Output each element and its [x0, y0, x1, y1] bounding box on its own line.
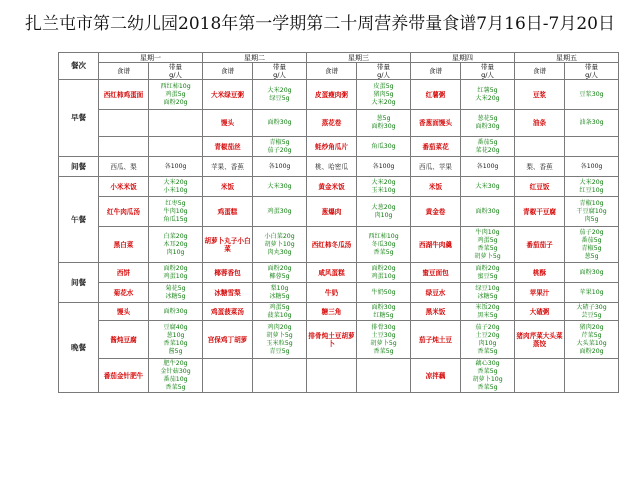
ingredient-amount: 鸡蛋5g: [477, 236, 498, 244]
dish-cell: 黄金米饭: [307, 177, 357, 197]
amount-column-header: [253, 63, 307, 80]
amount-cell: [149, 283, 203, 303]
ingredient-amount: 胡萝卜10g: [264, 240, 295, 248]
ingredient-amount: 苹果10g: [579, 288, 604, 296]
amount-cell: [149, 263, 203, 283]
ingredient-amount: 金针菇30g: [160, 367, 191, 375]
amount-cell: [565, 110, 619, 137]
amount-cell: [461, 227, 515, 263]
ingredient-amount: 冬瓜30g: [371, 240, 396, 248]
dish-cell: 黑白菜: [99, 227, 149, 263]
dish-column-header: 食谱: [307, 63, 357, 80]
ingredient-amount: 大米20g: [371, 98, 396, 106]
dish-cell: 红薯粥: [411, 80, 461, 110]
dish-column-header: 食谱: [203, 63, 253, 80]
dish-cell: 皮蛋瘦肉粥: [307, 80, 357, 110]
ingredient-amount: 茄子20g: [475, 323, 500, 331]
dish-cell: 蜜豆面包: [411, 263, 461, 283]
amount-cell: [253, 227, 307, 263]
amount-cell: [357, 80, 411, 110]
dish-cell: 桃酥: [515, 263, 565, 283]
meal-label: 间餐: [59, 157, 99, 177]
amount-cell: [253, 157, 307, 177]
dish-cell: 大碴粥: [515, 303, 565, 321]
dish-cell: 馒头: [203, 110, 253, 137]
amount-cell: [253, 303, 307, 321]
menu-row: [59, 177, 619, 197]
ingredient-amount: 香菜5g: [165, 383, 186, 391]
amount-cell: [461, 359, 515, 393]
amount-cell: [357, 157, 411, 177]
ingredient-amount: 小米10g: [163, 186, 188, 194]
day-header-row: [59, 53, 619, 63]
meal-column-header: 餐次: [59, 53, 99, 80]
dish-cell: 红牛肉瓜汤: [99, 197, 149, 227]
ingredient-amount: 酱5g: [168, 347, 183, 355]
dish-cell: 咸风蛋糕: [307, 263, 357, 283]
dish-cell: 椰蓉香包: [203, 263, 253, 283]
ingredient-amount: 面粉20g: [163, 98, 188, 106]
ingredient-amount: 鸡蛋10g: [371, 272, 396, 280]
ingredient-amount: 红豆10g: [579, 186, 604, 194]
amount-column-header: [357, 63, 411, 80]
dish-cell: 红豆饭: [515, 177, 565, 197]
unit-label: g/人: [377, 71, 390, 79]
ingredient-amount: 肥牛20g: [163, 359, 188, 367]
amount-cell: [565, 177, 619, 197]
dish-cell: 凉拌藕: [411, 359, 461, 393]
menu-row: [59, 80, 619, 110]
ingredient-amount: 黑米5g: [477, 311, 498, 319]
ingredient-amount: 大米20g: [579, 178, 604, 186]
day-header: 星期五: [515, 53, 619, 63]
amount-cell: [357, 303, 411, 321]
ingredient-amount: 菠菜10g: [267, 311, 292, 319]
amount-cell: [149, 110, 203, 137]
ingredient-amount: 芹菜5g: [581, 331, 602, 339]
amount-cell: [357, 177, 411, 197]
ingredient-amount: 面粉30g: [371, 123, 396, 130]
unit-label: g/人: [169, 71, 182, 79]
menu-row: [59, 359, 619, 393]
menu-row: [59, 157, 619, 177]
ingredient-amount: 红枣5g: [165, 199, 186, 207]
ingredient-amount: 葱5g: [584, 252, 599, 260]
ingredient-amount: 青椒10g: [579, 199, 604, 207]
dish-cell: [515, 137, 565, 157]
menu-row: [59, 283, 619, 303]
amount-cell: [149, 359, 203, 393]
ingredient-amount: 白菜20g: [163, 232, 188, 240]
ingredient-amount: 面粉20g: [163, 264, 188, 272]
amount-label: 带量: [273, 63, 286, 71]
amount-cell: [565, 283, 619, 303]
dish-cell: 青椒干豆腐: [515, 197, 565, 227]
amount-cell: [565, 227, 619, 263]
amount-cell: [565, 263, 619, 283]
ingredient-amount: 大米20g: [163, 178, 188, 186]
ingredient-amount: 芸豆5g: [581, 311, 602, 319]
dish-cell: 番茄金针肥牛: [99, 359, 149, 393]
day-header: 星期四: [411, 53, 515, 63]
dish-column-header: 食谱: [99, 63, 149, 80]
dish-cell: 馒头: [99, 303, 149, 321]
dish-cell: 黄金卷: [411, 197, 461, 227]
amount-cell: [253, 263, 307, 283]
ingredient-amount: 葱10g: [166, 331, 185, 339]
dish-cell: 黑米饭: [411, 303, 461, 321]
ingredient-amount: 冰糖5g: [477, 292, 498, 300]
ingredient-amount: 香菜5g: [477, 244, 498, 252]
day-header: 星期三: [307, 53, 411, 63]
ingredient-amount: 青椒5g: [269, 138, 290, 146]
ingredient-amount: 绿豆5g: [269, 94, 290, 102]
dish-cell: 牛奶: [307, 283, 357, 303]
ingredient-amount: 梨10g: [270, 284, 289, 292]
dish-cell: 苹果汁: [515, 283, 565, 303]
ingredient-amount: 排骨30g: [371, 323, 396, 331]
amount-cell: [461, 157, 515, 177]
dish-cell: 西湖牛肉羹: [411, 227, 461, 263]
amount-cell: [357, 110, 411, 137]
amount-cell: [565, 137, 619, 157]
amount-label: 带量: [169, 63, 182, 71]
ingredient-amount: 大头菜10g: [576, 339, 607, 347]
ingredient-amount: 面粉20g: [579, 347, 604, 355]
amount-cell: [149, 303, 203, 321]
ingredient-amount: 番茄5g: [477, 138, 498, 146]
dish-cell: [99, 137, 149, 157]
amount-cell: [461, 303, 515, 321]
ingredient-amount: 红糖5g: [373, 311, 394, 319]
ingredient-amount: 胡萝卜10g: [472, 375, 503, 383]
ingredient-amount: 木耳20g: [163, 240, 188, 248]
dish-cell: 小米米饭: [99, 177, 149, 197]
dish-cell: 酱炖豆腐: [99, 321, 149, 359]
amount-cell: [253, 137, 307, 157]
ingredient-amount: 玉米粒5g: [266, 339, 293, 347]
ingredient-amount: 牛奶50g: [371, 288, 396, 296]
ingredient-amount: 面粉30g: [475, 123, 500, 130]
ingredient-amount: 红薯5g: [477, 86, 498, 94]
amount-cell: [149, 157, 203, 177]
ingredient-amount: 牛肉10g: [163, 207, 188, 215]
ingredient-amount: 豆腐40g: [163, 323, 188, 331]
ingredient-amount: 番茄10g: [163, 375, 188, 383]
ingredient-amount: 胡萝卜5g: [370, 339, 397, 347]
dish-cell: 米饭: [411, 177, 461, 197]
ingredient-amount: 番茄5g: [581, 236, 602, 244]
dish-cell: 西瓜、梨: [99, 157, 149, 177]
menu-row: [59, 137, 619, 157]
amount-cell: [461, 137, 515, 157]
ingredient-amount: 大碴子30g: [576, 303, 607, 311]
dish-cell: 西瓜、苹果: [411, 157, 461, 177]
ingredient-amount: 各100g: [476, 162, 499, 170]
dish-cell: 茄子炖土豆: [411, 321, 461, 359]
ingredient-amount: 肉10g: [166, 248, 185, 256]
amount-cell: [253, 110, 307, 137]
ingredient-amount: 大米30g: [267, 182, 292, 190]
dish-cell: [515, 359, 565, 393]
ingredient-amount: 蜜豆5g: [477, 272, 498, 280]
ingredient-amount: 胡萝卜5g: [266, 331, 293, 339]
amount-cell: [253, 321, 307, 359]
ingredient-amount: 茄子20g: [579, 228, 604, 236]
amount-cell: [253, 359, 307, 393]
ingredient-amount: 大米30g: [475, 182, 500, 190]
amount-cell: [253, 177, 307, 197]
sub-header-row: [59, 63, 619, 80]
ingredient-amount: 豆浆30g: [579, 90, 604, 98]
amount-column-header: [149, 63, 203, 80]
ingredient-amount: 土豆20g: [475, 331, 500, 339]
ingredient-amount: 猪肉5g: [373, 90, 394, 98]
ingredient-amount: 角瓜15g: [163, 215, 188, 223]
ingredient-amount: 面粉20g: [475, 264, 500, 272]
dish-cell: [99, 110, 149, 137]
ingredient-amount: 葱5g: [376, 115, 391, 122]
ingredient-amount: 鸡肉20g: [267, 323, 292, 331]
unit-label: g/人: [481, 71, 494, 79]
ingredient-amount: 香菜10g: [163, 339, 188, 347]
ingredient-amount: 藕心30g: [475, 359, 500, 367]
dish-cell: 西饼: [99, 263, 149, 283]
amount-cell: [149, 137, 203, 157]
unit-label: g/人: [273, 71, 286, 79]
ingredient-amount: 牛肉10g: [475, 228, 500, 236]
amount-cell: [253, 80, 307, 110]
amount-cell: [565, 157, 619, 177]
menu-row: [59, 303, 619, 321]
ingredient-amount: 菊花5g: [165, 284, 186, 292]
ingredient-amount: 冰糖5g: [269, 292, 290, 300]
meal-label: 午餐: [59, 177, 99, 263]
ingredient-amount: 面粉30g: [163, 307, 188, 315]
amount-cell: [461, 177, 515, 197]
dish-column-header: 食谱: [515, 63, 565, 80]
meal-label: 间餐: [59, 263, 99, 303]
menu-row: [59, 227, 619, 263]
ingredient-amount: 各100g: [164, 162, 187, 170]
menu-row: [59, 197, 619, 227]
day-header: 星期二: [203, 53, 307, 63]
dish-cell: 米饭: [203, 177, 253, 197]
ingredient-amount: 西红柿10g: [160, 82, 191, 90]
dish-cell: 鸡蛋糕: [203, 197, 253, 227]
menu-row: [59, 321, 619, 359]
ingredient-amount: 面粉30g: [371, 303, 396, 311]
amount-cell: [461, 80, 515, 110]
amount-cell: [357, 359, 411, 393]
dish-cell: 豆浆: [515, 80, 565, 110]
ingredient-amount: 绿豆10g: [475, 284, 500, 292]
amount-cell: [565, 197, 619, 227]
ingredient-amount: 猪肉20g: [579, 323, 604, 331]
dish-cell: 桃、哈密瓜: [307, 157, 357, 177]
ingredient-amount: 青豆5g: [269, 347, 290, 355]
ingredient-amount: 香菜5g: [373, 347, 394, 355]
dish-cell: 番茄茄子: [515, 227, 565, 263]
weekly-menu-grid: [58, 52, 619, 393]
dish-cell: 葱爆肉: [307, 197, 357, 227]
amount-cell: [253, 283, 307, 303]
menu-row: [59, 263, 619, 283]
day-header: 星期一: [99, 53, 203, 63]
dish-cell: 梨、香蕉: [515, 157, 565, 177]
amount-label: 带量: [377, 63, 390, 71]
ingredient-amount: 油条30g: [579, 119, 604, 126]
dish-cell: 胡萝卜丸子小白菜: [203, 227, 253, 263]
unit-label: g/人: [585, 71, 598, 79]
meal-label: 早餐: [59, 80, 99, 157]
dish-cell: 大米绿豆粥: [203, 80, 253, 110]
ingredient-amount: 小白菜20g: [264, 232, 295, 240]
amount-cell: [149, 227, 203, 263]
dish-cell: 西红柿鸡蛋面: [99, 80, 149, 110]
ingredient-amount: 皮蛋5g: [373, 82, 394, 90]
ingredient-amount: 面粉30g: [475, 207, 500, 215]
dish-cell: 宫保鸡丁胡萝: [203, 321, 253, 359]
ingredient-amount: 面粉30g: [267, 119, 292, 126]
dish-cell: 鸡蛋菠菜汤: [203, 303, 253, 321]
ingredient-amount: 肉丸30g: [267, 248, 292, 256]
ingredient-amount: 面粉20g: [371, 264, 396, 272]
ingredient-amount: 面粉20g: [267, 264, 292, 272]
dish-cell: 冰糖雪梨: [203, 283, 253, 303]
dish-cell: 苹果、香蕉: [203, 157, 253, 177]
menu-table: [58, 52, 618, 482]
amount-label: 带量: [585, 63, 598, 71]
ingredient-amount: 鸡蛋30g: [267, 207, 292, 215]
ingredient-amount: 青椒5g: [581, 244, 602, 252]
meal-label: 晚餐: [59, 303, 99, 393]
amount-cell: [357, 227, 411, 263]
amount-cell: [461, 197, 515, 227]
ingredient-amount: 干豆腐10g: [576, 207, 607, 215]
ingredient-amount: 各100g: [268, 162, 291, 170]
ingredient-amount: 米饭20g: [475, 303, 500, 311]
ingredient-amount: 面粉30g: [579, 268, 604, 276]
ingredient-amount: 胡萝卜5g: [474, 252, 501, 260]
ingredient-amount: 香菜5g: [477, 347, 498, 355]
menu-row: [59, 110, 619, 137]
amount-cell: [357, 283, 411, 303]
dish-cell: 油条: [515, 110, 565, 137]
ingredient-amount: 香菜5g: [477, 383, 498, 391]
dish-cell: 蚝炒角瓜片: [307, 137, 357, 157]
ingredient-amount: 鸡蛋5g: [269, 303, 290, 311]
ingredient-amount: 西红柿10g: [368, 232, 399, 240]
amount-column-header: [565, 63, 619, 80]
ingredient-amount: 鸡蛋5g: [165, 90, 186, 98]
dish-cell: 排骨炖土豆胡萝卜: [307, 321, 357, 359]
ingredient-amount: 土豆30g: [371, 331, 396, 339]
dish-cell: 香葱面馒头: [411, 110, 461, 137]
dish-cell: [203, 359, 253, 393]
amount-cell: [461, 283, 515, 303]
ingredient-amount: 椰蓉5g: [269, 272, 290, 280]
ingredient-amount: 香菜5g: [477, 367, 498, 375]
ingredient-amount: 菜花20g: [475, 146, 500, 154]
amount-cell: [149, 177, 203, 197]
amount-cell: [357, 321, 411, 359]
amount-cell: [565, 80, 619, 110]
amount-cell: [565, 321, 619, 359]
amount-cell: [461, 263, 515, 283]
dish-cell: 西红柿冬瓜汤: [307, 227, 357, 263]
dish-cell: 蒸花卷: [307, 110, 357, 137]
dish-column-header: 食谱: [411, 63, 461, 80]
ingredient-amount: 各100g: [372, 162, 395, 170]
amount-cell: [461, 321, 515, 359]
ingredient-amount: 肉5g: [584, 215, 599, 223]
amount-cell: [149, 80, 203, 110]
dish-cell: 绿豆水: [411, 283, 461, 303]
amount-cell: [461, 110, 515, 137]
ingredient-amount: 肉10g: [374, 211, 393, 219]
ingredient-amount: 大米20g: [267, 86, 292, 94]
ingredient-amount: 葱花5g: [477, 115, 498, 122]
dish-cell: 青椒茄丝: [203, 137, 253, 157]
dish-cell: 猪肉芹菜大头菜蒸饺: [515, 321, 565, 359]
amount-label: 带量: [481, 63, 494, 71]
dish-cell: 菊花水: [99, 283, 149, 303]
ingredient-amount: 大米20g: [371, 178, 396, 186]
ingredient-amount: 各100g: [580, 162, 603, 170]
amount-column-header: [461, 63, 515, 80]
ingredient-amount: 大葱20g: [371, 203, 396, 211]
dish-cell: 番茄菜花: [411, 137, 461, 157]
ingredient-amount: 茄子20g: [267, 146, 292, 154]
amount-cell: [565, 359, 619, 393]
ingredient-amount: 冰糖5g: [165, 292, 186, 300]
amount-cell: [357, 197, 411, 227]
amount-cell: [253, 197, 307, 227]
ingredient-amount: 香菜5g: [373, 248, 394, 256]
amount-cell: [149, 321, 203, 359]
dish-cell: 糖三角: [307, 303, 357, 321]
amount-cell: [357, 263, 411, 283]
ingredient-amount: 玉米10g: [371, 186, 396, 194]
amount-cell: [149, 197, 203, 227]
ingredient-amount: 角瓜30g: [371, 142, 396, 150]
ingredient-amount: 鸡蛋10g: [163, 272, 188, 280]
ingredient-amount: 肉10g: [478, 339, 497, 347]
page-title: 扎兰屯市第二幼儿园2018年第一学期第二十周营养带量食谱7月16日-7月20日: [25, 14, 615, 34]
amount-cell: [565, 303, 619, 321]
amount-cell: [357, 137, 411, 157]
ingredient-amount: 大米20g: [475, 94, 500, 102]
dish-cell: [307, 359, 357, 393]
